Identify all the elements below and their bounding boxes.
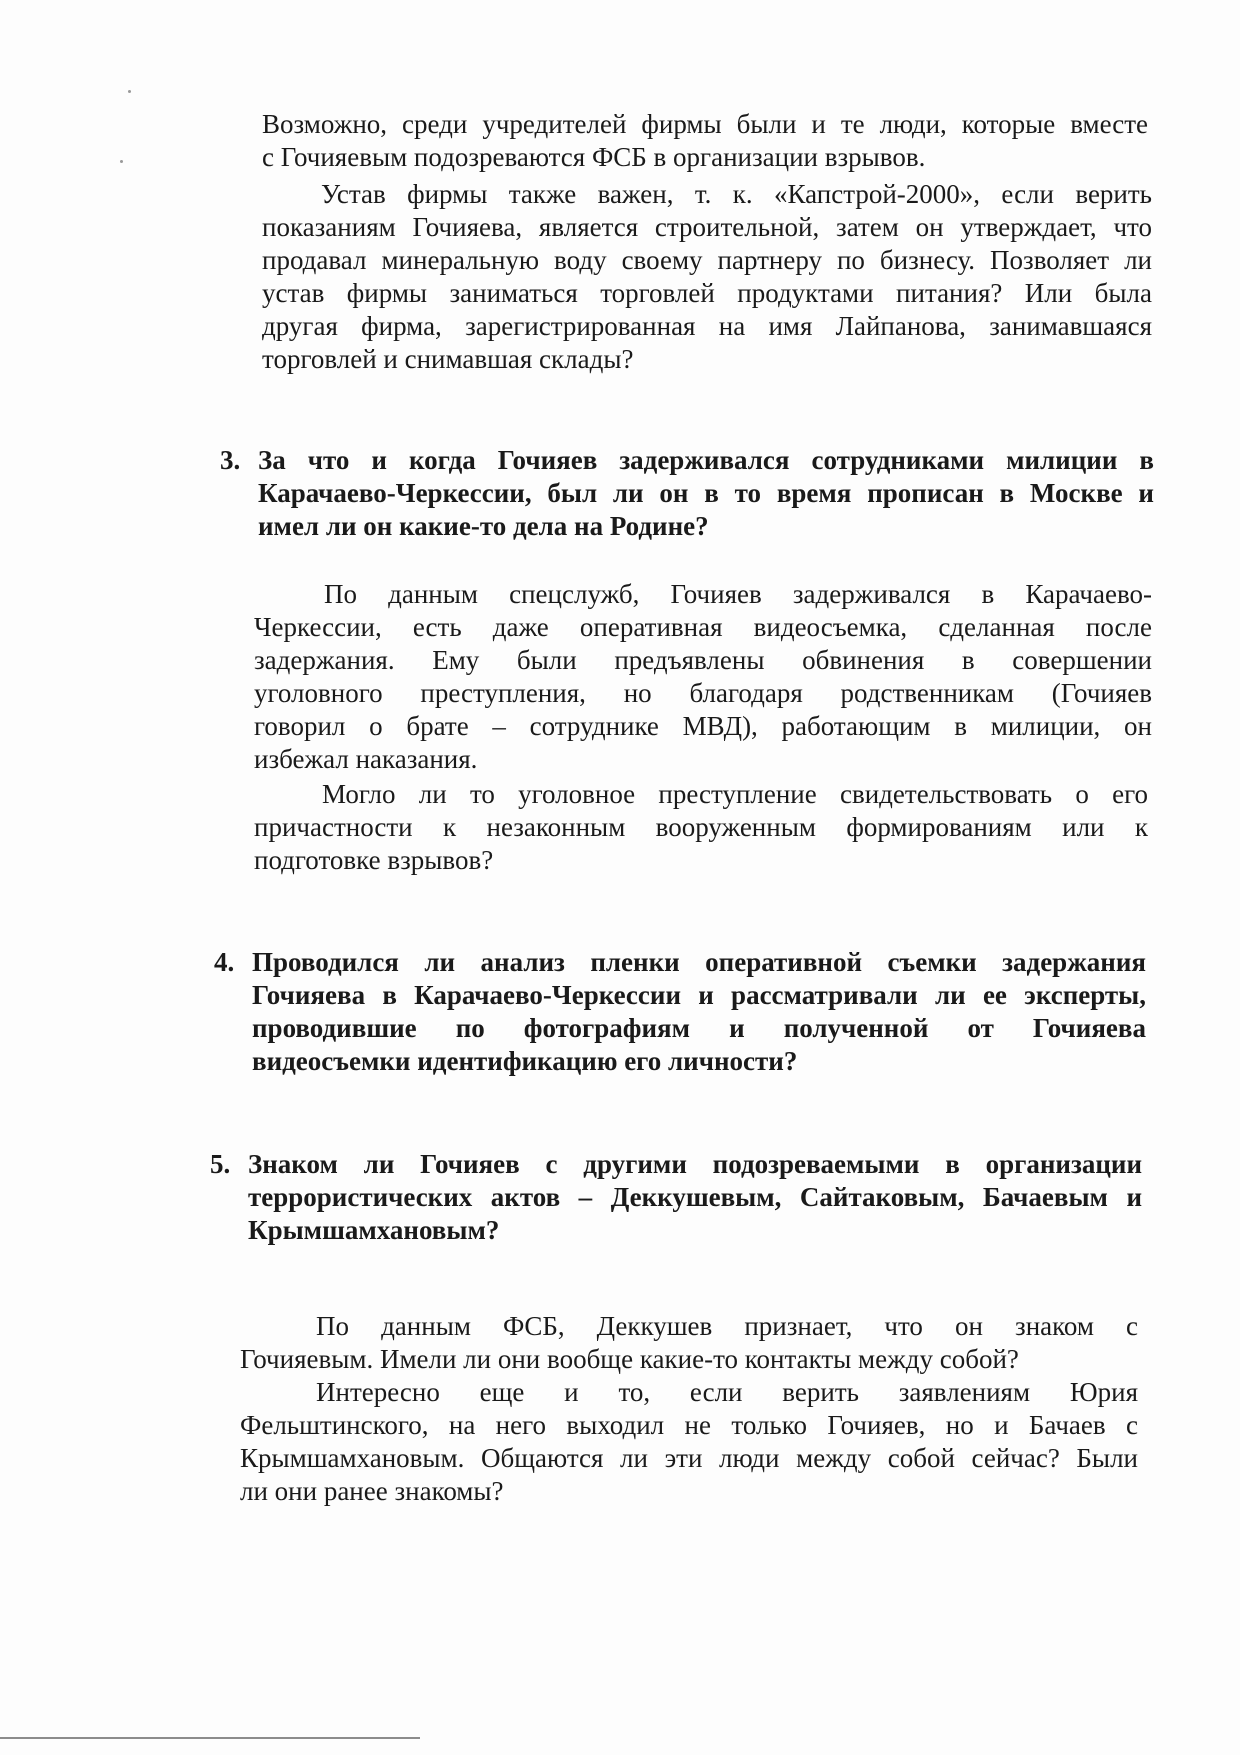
text-line: Фельштинского, на него выходил не только Гочияев, но и Бачаев с — [240, 1410, 1138, 1440]
text-line: ли они ранее знакомы? — [240, 1476, 504, 1506]
question-line: Знаком ли Гочияев с другими подозреваемыми в организации — [248, 1149, 1142, 1179]
text-line: продавал минеральную воду своему партнеру по бизнесу. Позволяет ли — [262, 245, 1152, 275]
scan-speck — [120, 160, 123, 163]
text-line: торговлей и снимавшая склады? — [262, 344, 634, 374]
text-line: задержания. Ему были предъявлены обвинения в совершении — [254, 645, 1152, 675]
question-line: проводившие по фотографиям и полученной от Гочияева — [252, 1013, 1146, 1043]
text-line: По данным спецслужб, Гочияев задерживался в Карачаево- — [324, 579, 1152, 609]
scan-edge-line — [0, 1737, 420, 1739]
text-line: причастности к незаконным вооруженным формированиям или к — [254, 812, 1148, 842]
text-line: Крымшамхановым. Общаются ли эти люди между собой сейчас? Были — [240, 1443, 1138, 1473]
text-line: с Гочияевым подозреваются ФСБ в организации взрывов. — [262, 142, 926, 172]
question-line: Проводился ли анализ пленки оперативной съемки задержания — [252, 947, 1146, 977]
paragraph-charter — [262, 178, 1152, 376]
question-line: Гочияева в Карачаево-Черкессии и рассматривали ли ее эксперты, — [252, 980, 1146, 1010]
question-line: имел ли он какие-то дела на Родине? — [258, 511, 709, 541]
question-line: За что и когда Гочияев задерживался сотрудниками милиции в — [258, 445, 1154, 475]
text-line: уголовного преступления, но благодаря родственникам (Гочияев — [254, 678, 1152, 708]
question-3 — [220, 444, 1154, 543]
text-line: Интересно еще и то, если верить заявлениям Юрия — [316, 1377, 1138, 1407]
question-5 — [210, 1148, 1142, 1247]
question-number: 4. — [214, 947, 235, 977]
text-line: Гочияевым. Имели ли они вообще какие-то контакты между собой? — [240, 1344, 1019, 1374]
text-line: Могло ли то уголовное преступление свидетельствовать о его — [322, 779, 1148, 809]
paragraph-founders — [262, 108, 1148, 174]
text-line: По данным ФСБ, Деккушев признает, что он знаком с — [316, 1311, 1138, 1341]
question-line: Крымшамхановым? — [248, 1215, 500, 1245]
paragraph-crime — [254, 778, 1148, 877]
scan-speck — [128, 90, 131, 93]
text-line: устав фирмы заниматься торговлей продуктами питания? Или была — [262, 278, 1152, 308]
text-line: Возможно, среди учредителей фирмы были и те люди, которые вместе — [262, 109, 1148, 139]
text-line: избежал наказания. — [254, 744, 478, 774]
paragraph-felshtinsky — [240, 1376, 1138, 1508]
text-line: Устав фирмы также важен, т. к. «Капстрой-2000», если верить — [321, 179, 1152, 209]
question-line: видеосъемки идентификацию его личности? — [252, 1046, 798, 1076]
text-line: показаниям Гочияева, является строительной, затем он утверждает, что — [262, 212, 1152, 242]
question-number: 5. — [210, 1149, 231, 1179]
text-line: подготовке взрывов? — [254, 845, 494, 875]
text-line: Черкессии, есть даже оперативная видеосъемка, сделанная после — [254, 612, 1152, 642]
question-line: Карачаево-Черкессии, был ли он в то время прописан в Москве и — [258, 478, 1154, 508]
question-number: 3. — [220, 445, 241, 475]
paragraph-detention — [254, 578, 1152, 776]
question-line: террористических актов – Деккушевым, Сайтаковым, Бачаевым и — [248, 1182, 1142, 1212]
text-line: другая фирма, зарегистрированная на имя Лайпанова, занимавшаяся — [262, 311, 1152, 341]
question-4 — [214, 946, 1146, 1078]
text-line: говорил о брате – сотруднике МВД), работающим в милиции, он — [254, 711, 1152, 741]
paragraph-dekkushev — [240, 1310, 1138, 1376]
